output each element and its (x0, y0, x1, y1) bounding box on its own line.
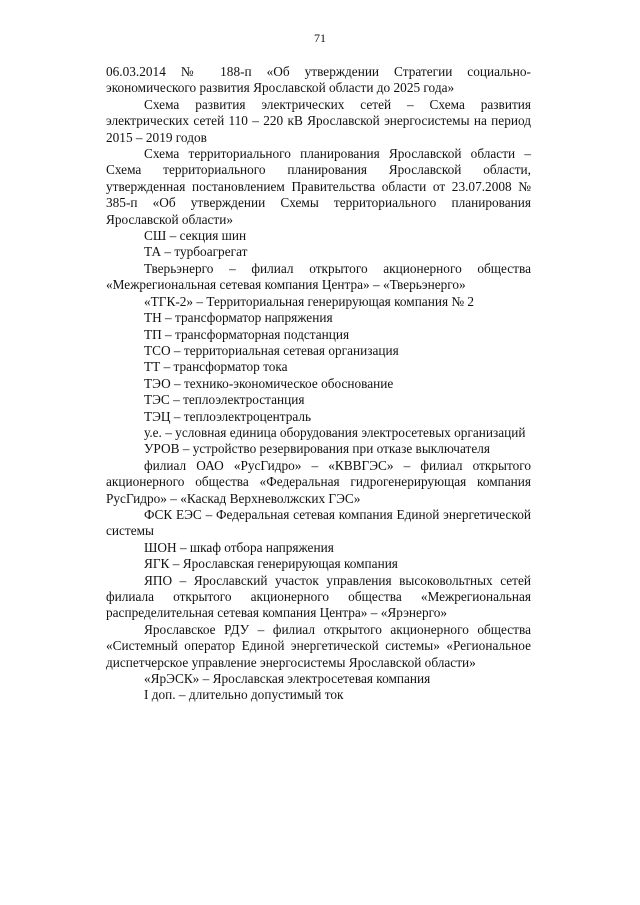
abbreviation-i-dop: I доп. – длительно допустимый ток (144, 687, 344, 703)
abbreviation-ssh: СШ – секция шин (144, 228, 247, 244)
abbreviation-teo: ТЭО – технико-экономическое обоснование (144, 375, 394, 391)
abbreviation-urov: УРОВ – устройство резервирования при отказе выключателя (144, 441, 491, 457)
abbreviation-ta: ТА – турбоагрегат (144, 244, 248, 260)
document-body (106, 64, 531, 704)
abbreviation-tgk2: «ТГК-2» – Территориальная генерирующая компания № 2 (144, 293, 475, 309)
abbreviation-ypo: ЯПО – Ярославский участок управления высоковольтных сетей филиала открытого акционерного общества «Межрегиональная распределительная сетевая компания Центра» – «Ярэнерго» (106, 572, 531, 621)
abbreviation-tec: ТЭЦ – теплоэлектроцентраль (144, 408, 312, 424)
abbreviation-ue: у.е. – условная единица оборудования электросетевых организаций (144, 424, 526, 440)
paragraph-grid-development-scheme: Схема развития электрических сетей – Схема развития электрических сетей 110 – 220 кВ Ярославской энергосистемы на период 2015 – 2019 годов (106, 96, 531, 145)
abbreviation-tn: ТН – трансформатор напряжения (144, 310, 333, 326)
abbreviation-yaresk: «ЯрЭСК» – Ярославская электросетевая компания (144, 671, 431, 687)
paragraph-strategy-decree: 06.03.2014 № 188-п «Об утверждении Стратегии социально-экономического развития Ярославской области до 2025 года» (106, 64, 531, 96)
abbreviation-tverenergo: Тверьэнерго – филиал открытого акционерного общества «Межрегиональная сетевая компания Центра» – «Тверьэнерго» (106, 260, 531, 293)
abbreviation-yaroslavl-rdu: Ярославское РДУ – филиал открытого акционерного общества «Системный оператор Единой энергетической системы» «Региональное диспетчерское управление энергосистемы Ярославской области» (106, 621, 531, 670)
abbreviation-ygk: ЯГК – Ярославская генерирующая компания (144, 556, 398, 572)
abbreviation-tp: ТП – трансформаторная подстанция (144, 326, 350, 342)
abbreviation-tes: ТЭС – теплоэлектростанция (144, 392, 305, 408)
abbreviation-tt: ТТ – трансформатор тока (144, 359, 288, 375)
abbreviation-fsk-ees: ФСК ЕЭС – Федеральная сетевая компания Единой энергетической системы (106, 506, 531, 539)
paragraph-territorial-planning-scheme: Схема территориального планирования Ярославской области – Схема территориального планирования Ярославской области, утвержденная постановлением Правительства области от 23.07.2008 № 385-п «Об утверждении Схемы территориального планирования Ярославской области» (106, 146, 531, 227)
abbreviation-kvvges: филиал ОАО «РусГидро» – «КВВГЭС» – филиал открытого акционерного общества «Федеральная гидрогенерирующая компания РусГидро» – «Каскад Верхневолжских ГЭС» (106, 457, 531, 506)
page-number: 71 (314, 31, 326, 45)
abbreviation-shon: ШОН – шкаф отбора напряжения (144, 539, 334, 555)
abbreviation-tso: ТСО – территориальная сетевая организация (144, 342, 399, 358)
